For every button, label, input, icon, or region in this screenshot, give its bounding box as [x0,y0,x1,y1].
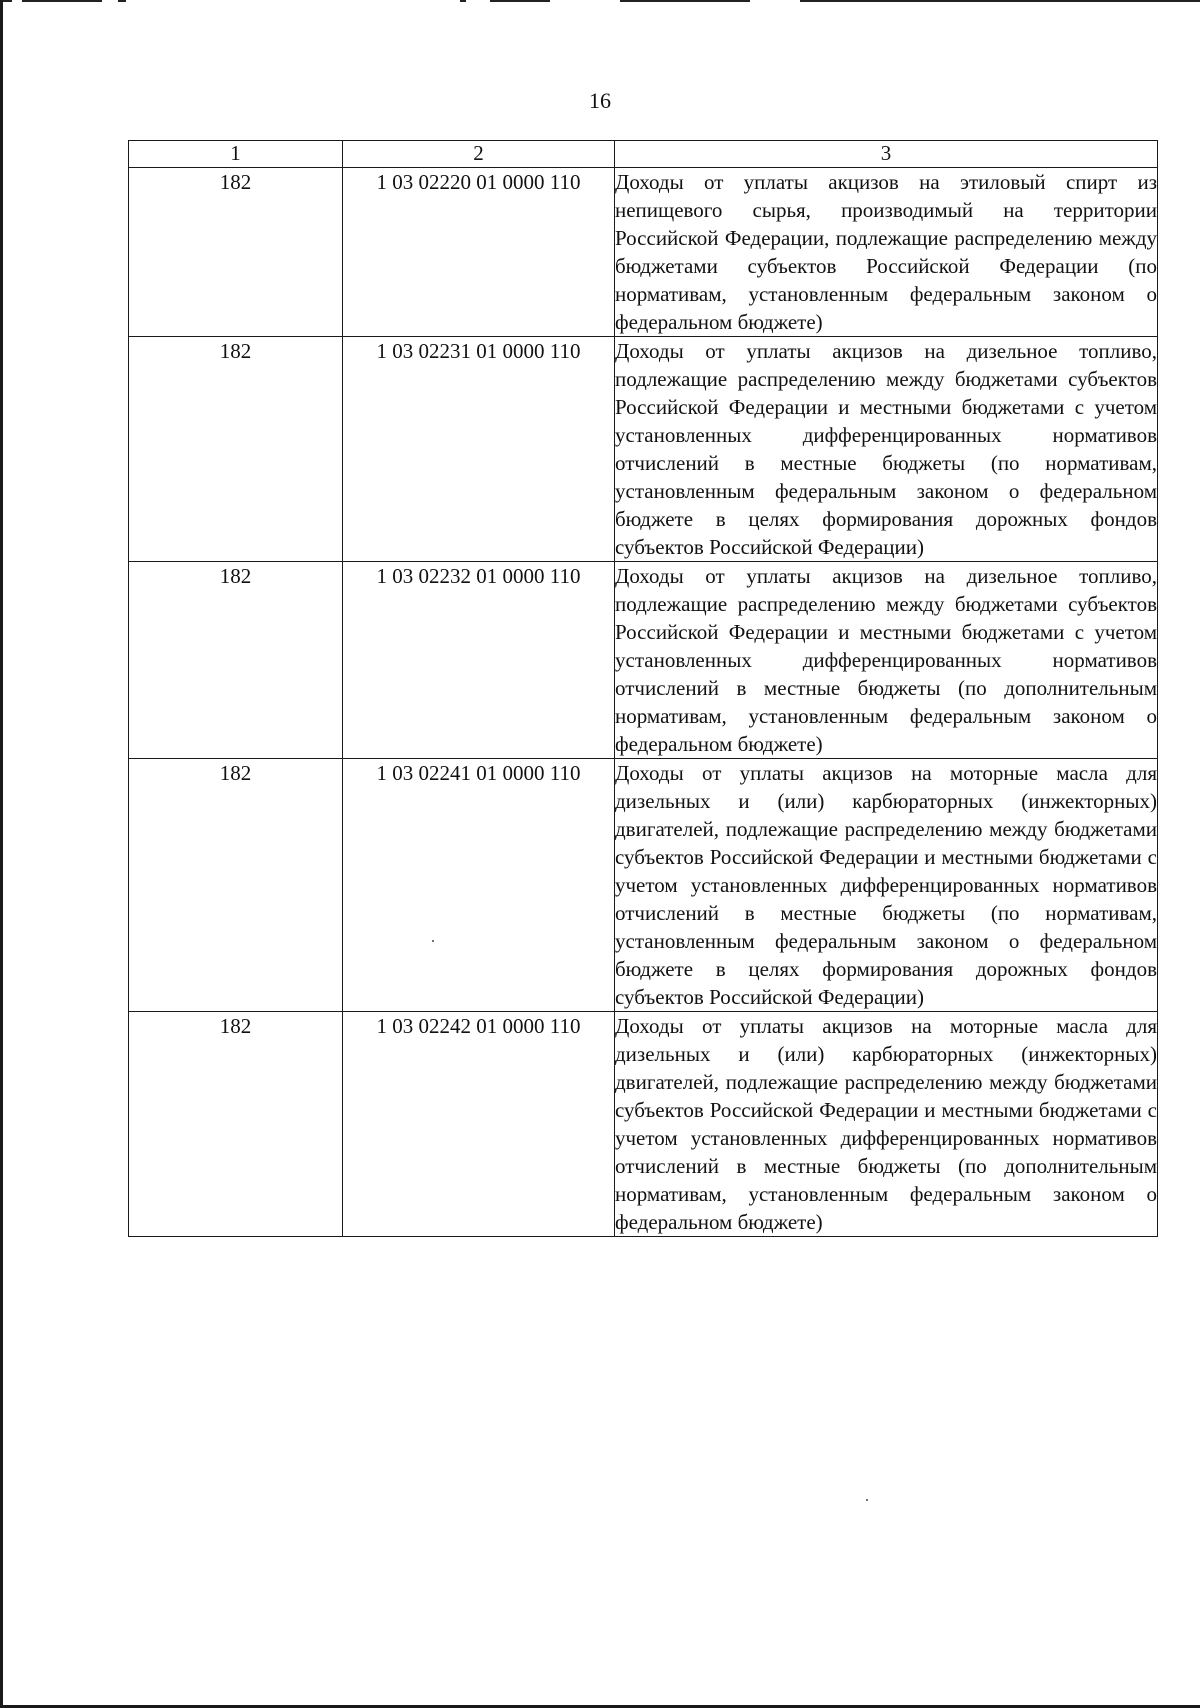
admin-code-cell: 182 [129,759,343,1012]
scan-artifact [22,0,102,2]
revenue-code-cell: 1 03 02241 01 0000 110 [343,759,615,1012]
scan-left-edge [0,0,3,1708]
revenue-code-cell: 1 03 02242 01 0000 110 [343,1012,615,1237]
revenue-name-cell: Доходы от уплаты акцизов на дизельное топливо, подлежащие распределению между бюджетами субъектов Российской Федерации и местными бюджетами с учетом установленных дифференцированных нормативов отчислений в местные бюджеты (по нормативам, установленным федеральным законом о федеральном бюджете в целях формирования дорожных фондов субъектов Российской Федерации) [615,337,1158,562]
revenue-codes-table [128,140,1158,1237]
scan-artifact [620,0,750,2]
admin-code-cell: 182 [129,1012,343,1237]
column-header-3: 3 [615,141,1158,168]
table-row [129,1012,1158,1237]
table-row [129,337,1158,562]
column-header-1: 1 [129,141,343,168]
scan-speck [866,1499,868,1501]
revenue-name-cell: Доходы от уплаты акцизов на моторные масла для дизельных и (или) карбюраторных (инжекторных) двигателей, подлежащие распределению между бюджетами субъектов Российской Федерации и местными бюджетами с учетом установленных дифференцированных нормативов отчислений в местные бюджеты (по дополнительным нормативам, установленным федеральным законом о федеральном бюджете) [615,1012,1158,1237]
scan-artifact [460,0,466,2]
scan-artifact [490,0,550,2]
page-number: 16 [589,88,611,113]
scan-artifact [800,0,1200,2]
scan-artifact [118,0,126,2]
revenue-name-cell: Доходы от уплаты акцизов на дизельное топливо, подлежащие распределению между бюджетами субъектов Российской Федерации и местными бюджетами с учетом установленных дифференцированных нормативов отчислений в местные бюджеты (по дополнительным нормативам, установленным федеральным законом о федеральном бюджете) [615,562,1158,759]
revenue-code-cell: 1 03 02232 01 0000 110 [343,562,615,759]
table-row [129,759,1158,1012]
revenue-code-cell: 1 03 02231 01 0000 110 [343,337,615,562]
revenue-name-cell: Доходы от уплаты акцизов на этиловый спирт из непищевого сырья, производимый на территории Российской Федерации, подлежащие распределению между бюджетами субъектов Российской Федерации (по нормативам, установленным федеральным законом о федеральном бюджете) [615,168,1158,337]
table-row [129,168,1158,337]
scan-top-edge [0,0,1200,4]
table-row [129,562,1158,759]
scan-speck [432,940,434,942]
revenue-code-cell: 1 03 02220 01 0000 110 [343,168,615,337]
admin-code-cell: 182 [129,168,343,337]
admin-code-cell: 182 [129,337,343,562]
admin-code-cell: 182 [129,562,343,759]
table-header-row [129,141,1158,168]
revenue-name-cell: Доходы от уплаты акцизов на моторные масла для дизельных и (или) карбюраторных (инжекторных) двигателей, подлежащие распределению между бюджетами субъектов Российской Федерации и местными бюджетами с учетом установленных дифференцированных нормативов отчислений в местные бюджеты (по нормативам, установленным федеральным законом о федеральном бюджете в целях формирования дорожных фондов субъектов Российской Федерации) [615,759,1158,1012]
column-header-2: 2 [343,141,615,168]
